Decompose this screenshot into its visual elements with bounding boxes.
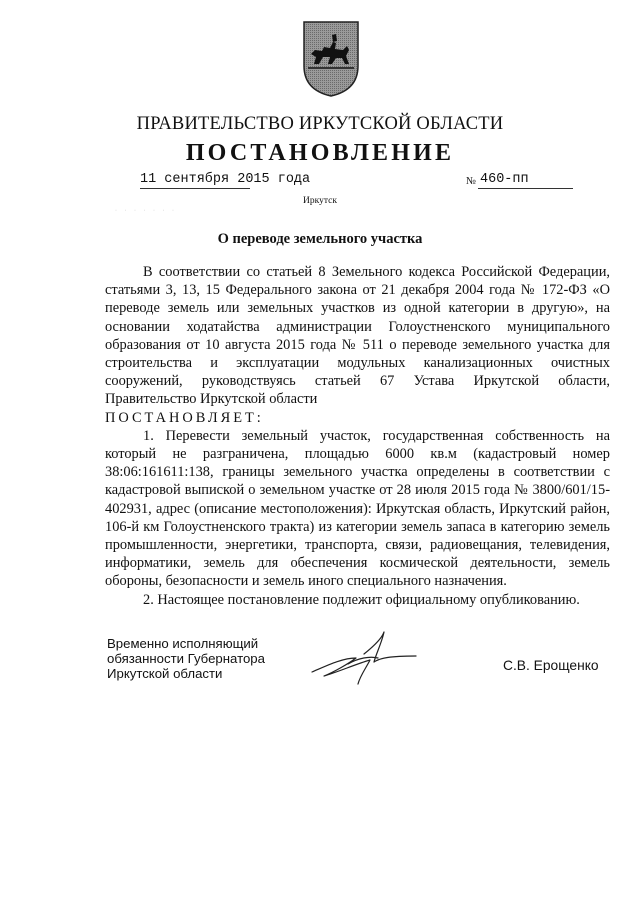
signatory-title [107, 637, 265, 681]
list-item: 2. Настоящее постановление подлежит официальному опубликованию. [143, 591, 580, 608]
handwritten-signature [304, 628, 424, 688]
irkutsk-coat-of-arms-icon [302, 20, 360, 98]
signatory-title-line: Иркутской области [107, 665, 223, 681]
list-item: 1. Перевести земельный участок, государственная собственность на который не разграничена, площадью 6000 кв.м (кадастровый номер 38:06:161611:138, границы земельного участка определены в соответствии с кадастровой выпиской о земельном участке от 28 июля 2015 года № 3800/601/15-402931, адрес (описание местоположения): Иркутская область, Иркутский район, 106-й км Голоустненского тракта) из категории земель запаса в категорию земель промышленности, энергетики, транспорта, связи, радиовещания, телевидения, информатики, земель для обеспечения космической деятельности, земель обороны, безопасности и земель иного специального назначения. [105, 427, 610, 590]
document-title: О переводе земельного участка [217, 231, 423, 247]
government-name: ПРАВИТЕЛЬСТВО ИРКУТСКОЙ ОБЛАСТИ [136, 114, 504, 134]
preamble-paragraph: В соответствии со статьей 8 Земельного кодекса Российской Федерации, статьями 3, 13, 15 Федерального закона от 21 декабря 2004 года № 172-ФЗ «О переводе земель или земельных участков из одной категории в другую», на основании ходатайства администрации Голоустненского муниципального образования от 10 августа 2015 года № 511 о переводе земельного участка для строительства и эксплуатации модульных канализационных очистных сооружений, руководствуясь статьей 67 Устава Иркутской области, Правительство Иркутской области [105, 264, 610, 408]
signatory-title-line: обязанности Губернатора [107, 650, 265, 666]
document-type: ПОСТАНОВЛЕНИЕ [185, 140, 455, 166]
signatory-name: С.В. Ерощенко [503, 658, 599, 673]
signatory-title-line: Временно исполняющий [107, 636, 259, 651]
document-body [105, 263, 610, 609]
resolves-heading: ПОСТАНОВЛЯЕТ: [105, 409, 264, 426]
faint-marks: · · · · · · · [115, 208, 177, 214]
city: Иркутск [303, 196, 337, 206]
decree-date: 11 сентября 2015 года [140, 172, 311, 187]
decree-number: 460-пп [478, 172, 573, 189]
number-sign: № [466, 176, 477, 187]
